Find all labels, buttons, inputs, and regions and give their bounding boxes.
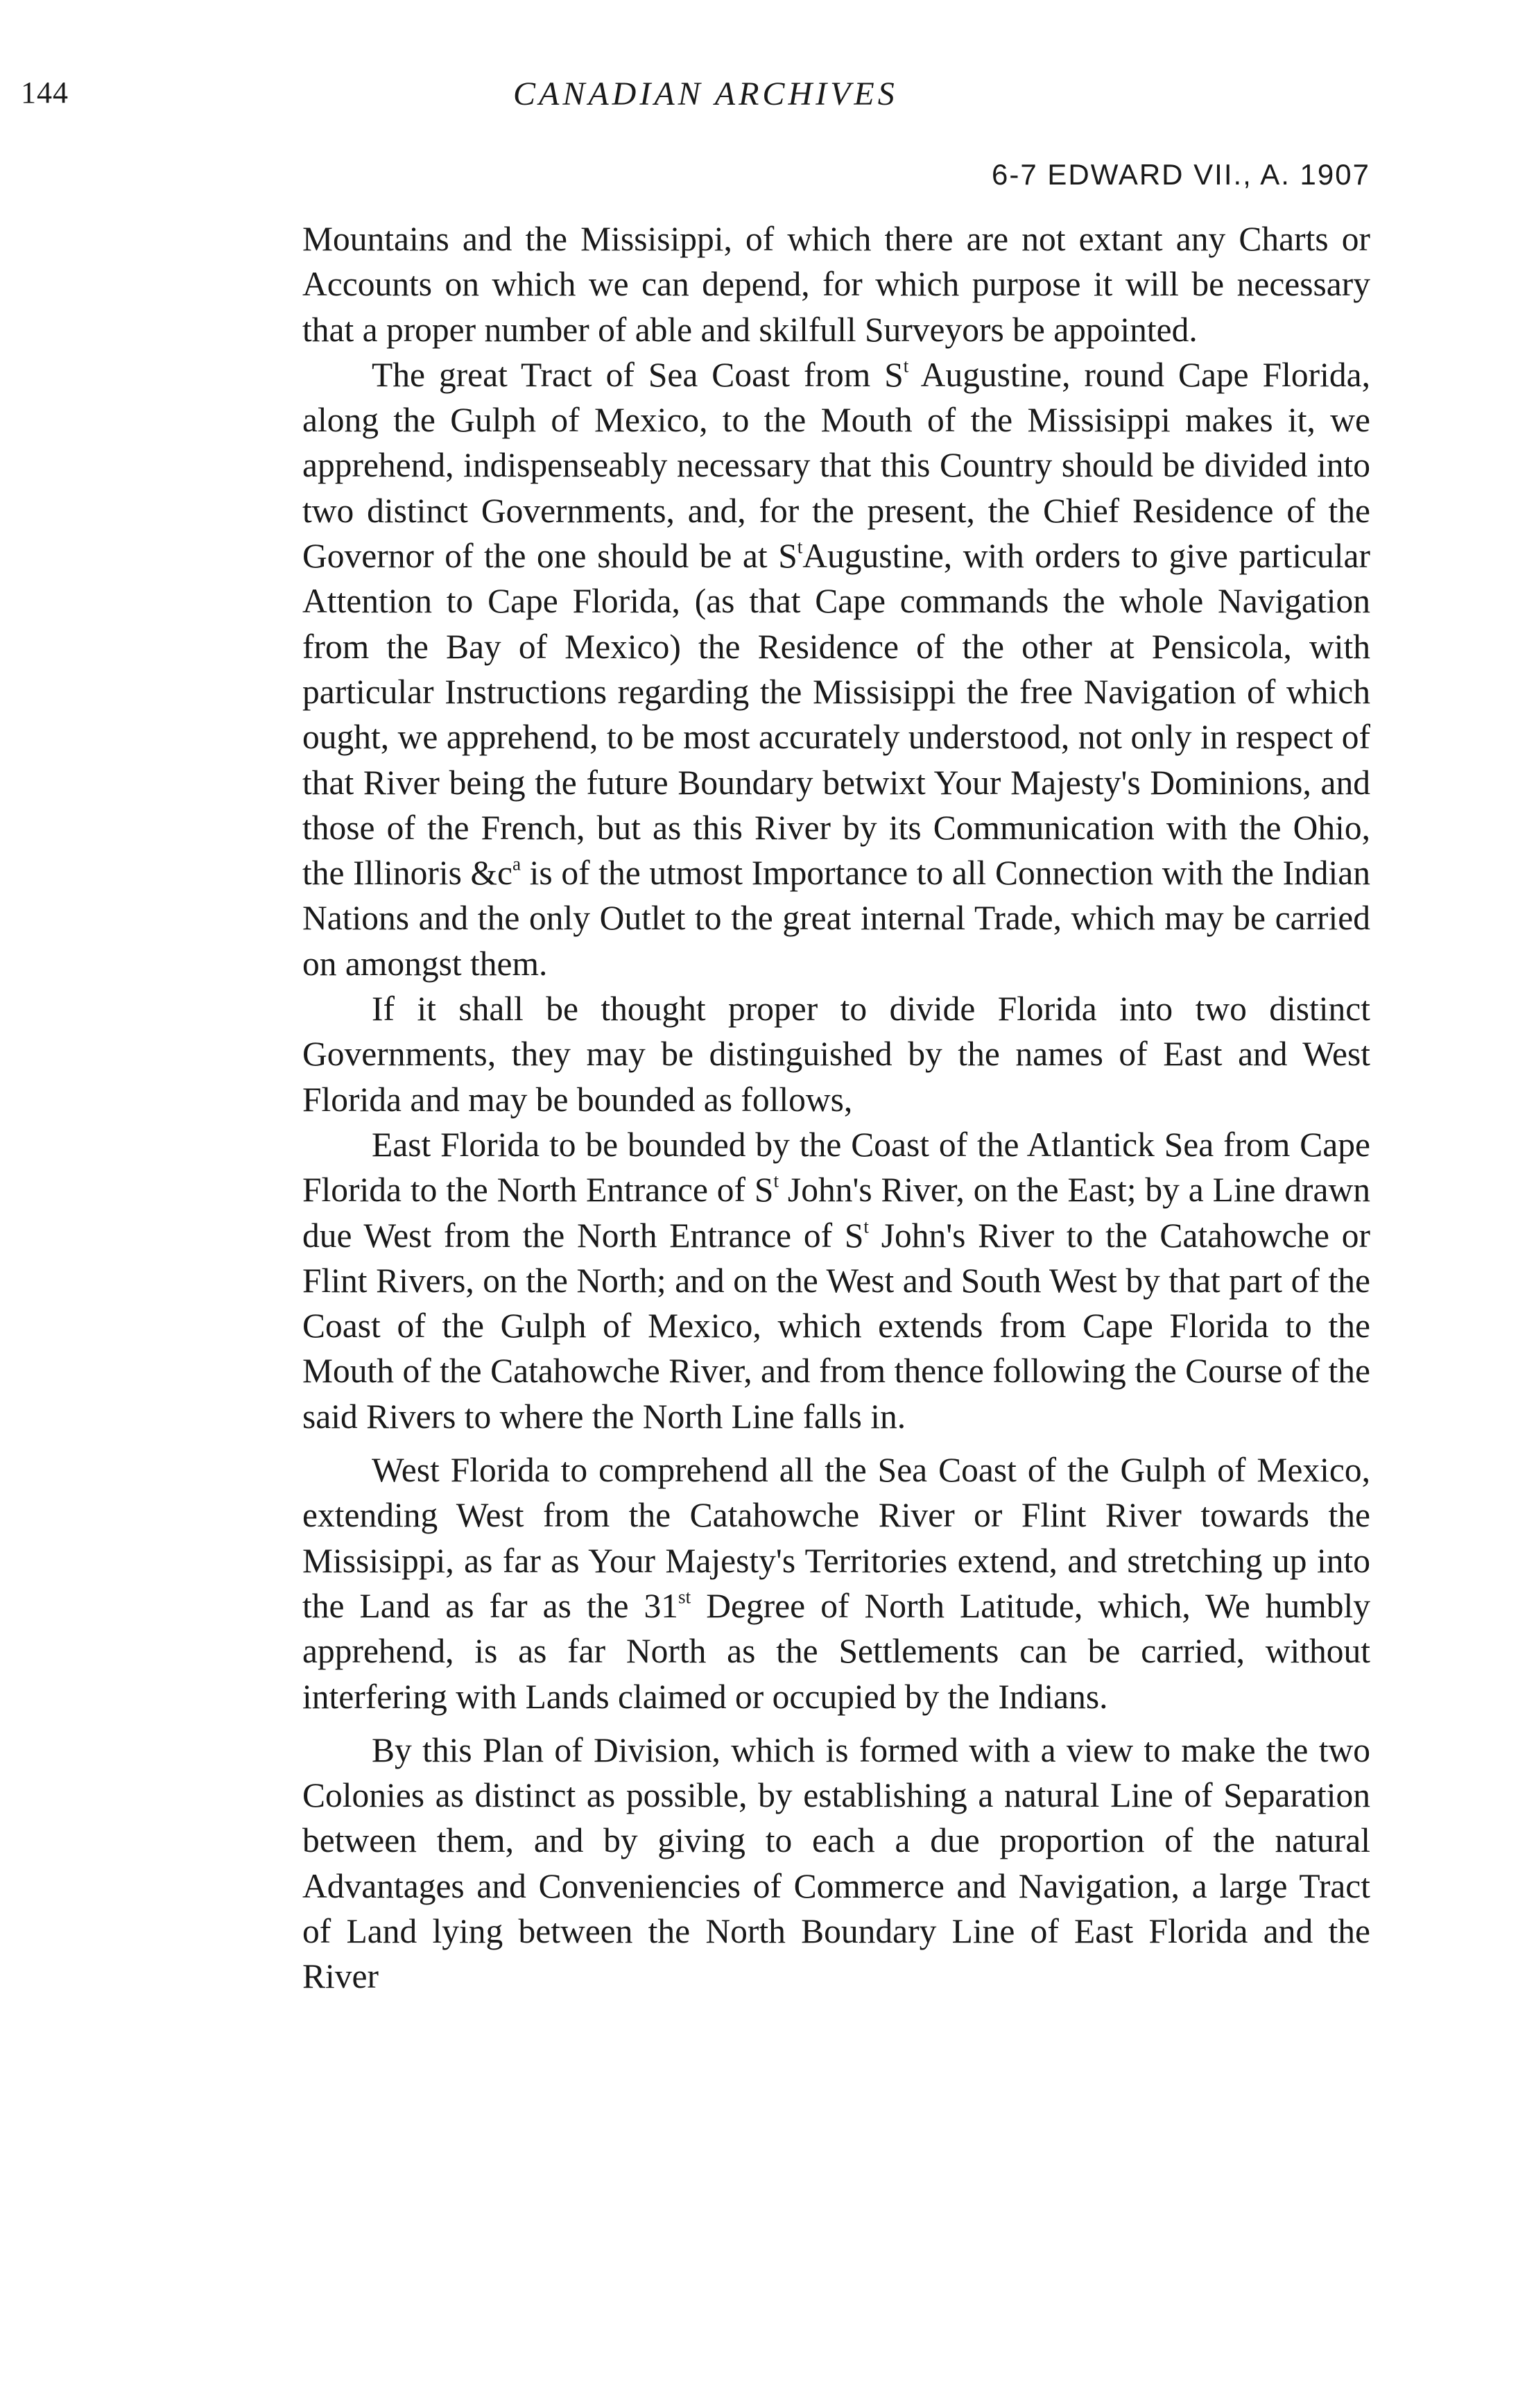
superscript: t	[903, 355, 909, 377]
text-run: Augustine, with orders to give particular Attention to Cape Florida, (as that Cape commands the whole Navigation from the Bay of Mexico) the Residence of the other at Pensicola, with particular Instructions regarding the Missisippi the free Navigation of which ought, we apprehend, to be most accurately understood, not only in respect of that River being the future Boundary betwixt Your Majesty's Dominions, and those of the French, but as this River by its Communication with the Ohio, the Illinoris &c	[302, 537, 1370, 893]
page-number: 144	[21, 76, 69, 110]
text-run: The great Tract of Sea Coast from S	[372, 355, 904, 394]
text-run: Augustine, round Cape Florida, along the Gulph of Mexico, to the Mouth of the Missisippi makes it, we apprehend, indispenseably necessary that this Country should be divided into two distinct Governments, and, for the present, the Chief Residence of the Governor of the one should be at S	[302, 355, 1370, 576]
text-run: West Florida to comprehend all the Sea Coast of the Gulph of Mexico, extending West from the Catahowche River or Flint River towards the Missisippi, as far as Your Majesty's Territories extend, and stretching up into the Land as far as the 31	[302, 1451, 1370, 1625]
superscript: t	[797, 536, 803, 558]
text-run: Degree of North Latitude, which, We humbly apprehend, is as far North as the Settlements can be carried, without interfering with Lands claimed or occupied by the Indians.	[302, 1586, 1371, 1716]
text-run: East Florida to be bounded by the Coast of the Atlantick Sea from Cape Florida to the North Entrance of S	[302, 1125, 1370, 1210]
superscript: a	[512, 853, 521, 875]
paragraph-plan-of-division: By this Plan of Division, which is formed with a view to make the two Colonies as distinct as possible, by establishing a natural Line of Separation between them, and by giving to each a due proportion of the natural Advantages and Conveniencies of Commerce and Navigation, a large Tract of Land lying between the North Boundary Line of East Florida and the River	[302, 1730, 1370, 1996]
paragraph-divide-florida: If it shall be thought proper to divide Florida into two distinct Governments, they may be distinguished by the names of East and West Florida and may be bounded as follows,	[302, 990, 1370, 1119]
running-title: CANADIAN ARCHIVES	[513, 76, 898, 112]
text-run: is of the utmost Importance to all Connection with the Indian Nations and the only Outlet to the great internal Trade, which may be carried on amongst them.	[302, 854, 1370, 983]
superscript: st	[678, 1586, 691, 1608]
paragraph-east-florida	[302, 1122, 1370, 1439]
paragraph-continuation: Mountains and the Missisippi, of which there are not extant any Charts or Accounts on which we can depend, for which purpose it will be necessary that a proper number of able and skilfull Surveyors be appointed.	[302, 220, 1370, 349]
session-reference: 6-7 EDWARD VII., A. 1907	[992, 158, 1370, 191]
paragraph-sea-coast	[302, 352, 1370, 986]
text-run: John's River to the Catahowche or Flint Rivers, on the North; and on the West and South West by that part of the Coast of the Gulph of Mexico, which extends from Cape Florida to the Mouth of the Catahowche River, and from thence following the Course of the said Rivers to where the North Line falls in.	[302, 1216, 1370, 1436]
paragraph-west-florida	[302, 1447, 1370, 1719]
superscript: t	[773, 1170, 779, 1192]
document-body	[302, 216, 1370, 2000]
text-run: John's River, on the East; by a Line drawn due West from the North Entrance of S	[302, 1171, 1370, 1255]
superscript: t	[863, 1216, 869, 1237]
